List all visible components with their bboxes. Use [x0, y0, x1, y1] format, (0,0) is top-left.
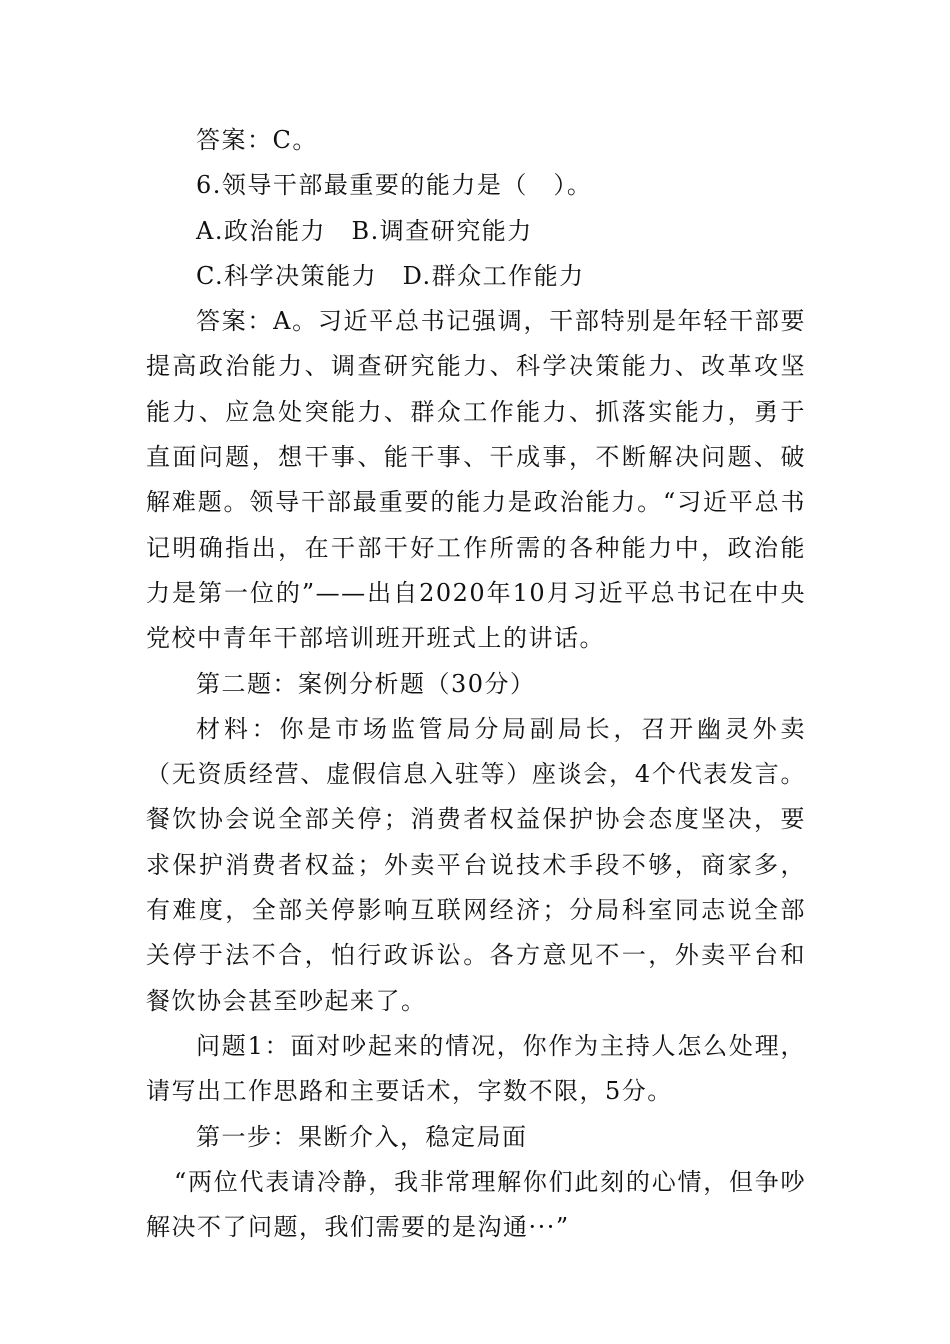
question-6-options-ab: A.政治能力 B.调查研究能力	[196, 216, 533, 245]
question-6-options-cd: C.科学决策能力 D.群众工作能力	[196, 261, 585, 290]
document-body	[146, 118, 806, 1250]
answer-q5: 答案：C。	[196, 126, 318, 154]
step-one-heading: 第一步：果断介入，稳定局面	[196, 1122, 528, 1151]
section-heading-case-analysis: 第二题：案例分析题（30分）	[196, 669, 536, 698]
case-question-1: 问题1：面对吵起来的情况，你作为主持人怎么处理，请写出工作思路和主要话术，字数不限，5分。	[146, 1031, 806, 1106]
step-one-quote: “两位代表请冷静，我非常理解你们此刻的心情，但争吵解决不了问题，我们需要的是沟通···”	[146, 1167, 806, 1242]
case-material: 材料：你是市场监管局分局副局长，召开幽灵外卖（无资质经营、虚假信息入驻等）座谈会，4个代表发言。餐饮协会说全部关停；消费者权益保护协会态度坚决，要求保护消费者权益；外卖平台说技术手段不够，商家多，有难度，全部关停影响互联网经济；分局科室同志说全部关停于法不合，怕行政诉讼。各方意见不一，外卖平台和餐饮协会甚至吵起来了。	[146, 714, 806, 1015]
question-6: 6.领导干部最重要的能力是（ ）。	[196, 171, 593, 200]
answer-q6-explanation: 答案：A。习近平总书记强调，干部特别是年轻干部要提高政治能力、调查研究能力、科学决策能力、改革攻坚能力、应急处突能力、群众工作能力、抓落实能力，勇于直面问题，想干事、能干事、干成事，不断解决问题、破解难题。领导干部最重要的能力是政治能力。“习近平总书记明确指出，在干部干好工作所需的各种能力中，政治能力是第一位的”——出自2020年10月习近平总书记在中央党校中青年干部培训班开班式上的讲话。	[146, 307, 806, 653]
